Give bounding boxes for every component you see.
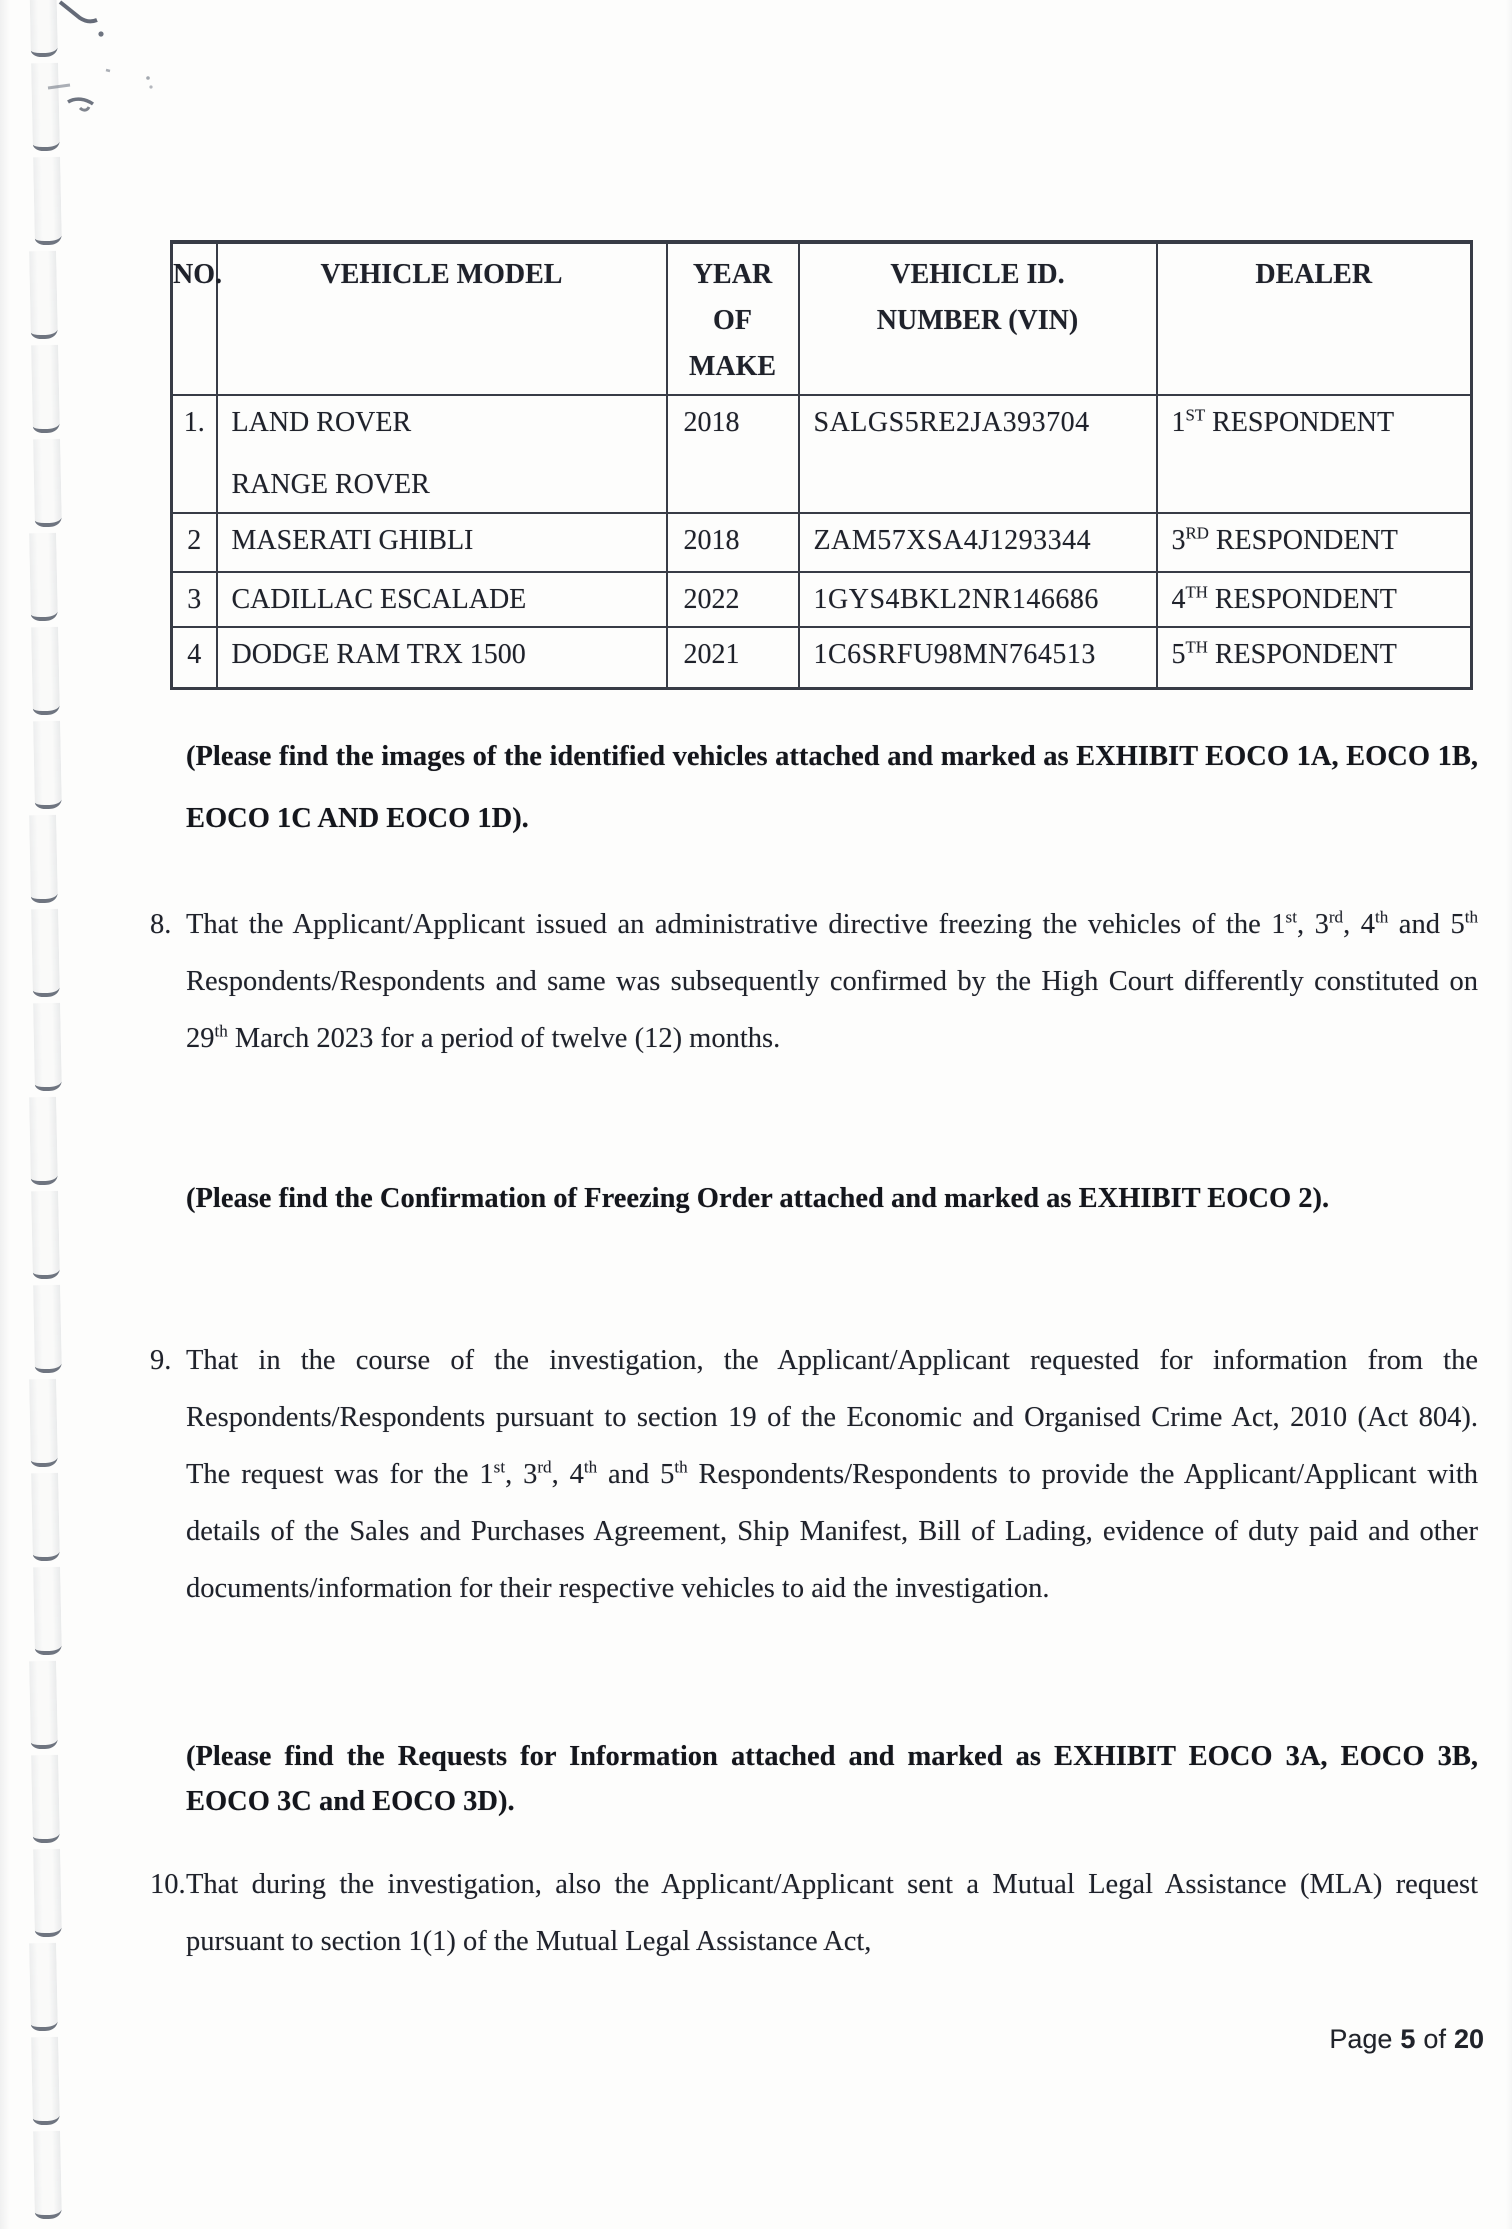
exhibit-note-1: (Please find the images of the identified vehicles attached and marked as EXHIBIT EOCO 1A, EOCO 1B, EOCO 1C AND EOCO 1D). [186,741,1478,834]
col-header-year-line: YEAR [692,259,773,290]
vehicle-model: DODGE RAM TRX 1500 [217,627,667,688]
paragraph-text: That in the course of the investigation, the Applicant/Applicant requested for information from the Respondents/Respondents pursuant to section 19 of the Economic and Organised Crime Act, 2010 (Act 804). The request was for the 1st, 3rd, 4th and 5th Respondents/Respondents to provide the Applicant/Applicant with details of the Sales and Purchases Agreement, Ship Manifest, Bill of Lading, evidence of duty paid and other documents/information for their respective vehicles to aid the investigation. [186,1345,1479,1604]
table-row [172,395,1472,513]
footer-total-pages: 20 [1453,2024,1484,2054]
row-number: 4 [172,627,217,688]
paragraph-text: That during the investigation, also the Applicant/Applicant sent a Mutual Legal Assistance (MLA) request pursuant to section 1(1) of the Mutual Legal Assistance Act, [186,1869,1478,1957]
footer-of-word: of [1423,2024,1446,2054]
page-footer [1329,2024,1484,2055]
table-row [172,572,1472,627]
table-header-row [172,242,1472,395]
vehicle-vin: ZAM57XSA4J1293344 [799,513,1157,572]
col-header-no: NO. [172,242,217,395]
handwritten-marks [0,0,180,130]
vehicle-dealer: 3RD RESPONDENT [1157,513,1472,572]
vehicle-year: 2022 [667,572,799,627]
vehicle-model: CADILLAC ESCALADE [217,572,667,627]
vehicle-dealer: 4TH RESPONDENT [1157,572,1472,627]
col-header-year [667,242,799,395]
vehicle-dealer: 5TH RESPONDENT [1157,627,1472,688]
col-header-vin-line: VEHICLE ID. [890,259,1065,290]
footer-page-word: Page [1329,2024,1393,2054]
paragraph-number: 9. [150,1345,172,1376]
paragraph-text: That the Applicant/Applicant issued an administrative directive freezing the vehicles of the 1st, 3rd, 4th and 5th Respondents/Respondents and same was subsequently confirmed by the High Court differently constituted on 29th March 2023 for a period of twelve (12) months. [186,907,1479,1054]
row-number: 2 [172,513,217,572]
col-header-year-line: OF [713,305,752,336]
vehicle-vin: 1GYS4BKL2NR146686 [799,572,1157,627]
vehicle-dealer: 1ST RESPONDENT [1157,395,1472,513]
col-header-dealer: DEALER [1157,242,1472,395]
paragraph-number: 10. [150,1869,186,1900]
footer-page-number: 5 [1400,2024,1416,2054]
paragraph-number: 8. [150,909,172,940]
col-header-vin-line: NUMBER (VIN) [876,305,1079,336]
vehicle-table [170,240,1473,690]
vehicle-model: MASERATI GHIBLI [217,513,667,572]
binding-marks [0,0,90,2229]
vehicle-model [217,395,667,513]
row-number: 1. [172,395,217,513]
col-header-year-line: MAKE [688,351,777,382]
paragraph-8 [150,896,1478,1067]
table-row [172,513,1472,572]
paragraph-10 [150,1856,1478,1970]
exhibit-note-3: (Please find the Requests for Information attached and marked as EXHIBIT EOCO 3A, EOCO 3B, EOCO 3C and EOCO 3D). [186,1741,1478,1817]
table-row [172,627,1472,688]
exhibit-note-2: (Please find the Confirmation of Freezing Order attached and marked as EXHIBIT EOCO 2). [186,1183,1330,1214]
vehicle-year: 2018 [667,395,799,513]
col-header-model: VEHICLE MODEL [217,242,667,395]
vehicle-model-line: LAND ROVER [231,407,412,438]
vehicle-vin: SALGS5RE2JA393704 [799,395,1157,513]
vehicle-vin: 1C6SRFU98MN764513 [799,627,1157,688]
col-header-vin [799,242,1157,395]
vehicle-year: 2018 [667,513,799,572]
paragraph-9 [150,1332,1478,1617]
vehicle-year: 2021 [667,627,799,688]
vehicle-model-line: RANGE ROVER [231,469,430,500]
row-number: 3 [172,572,217,627]
